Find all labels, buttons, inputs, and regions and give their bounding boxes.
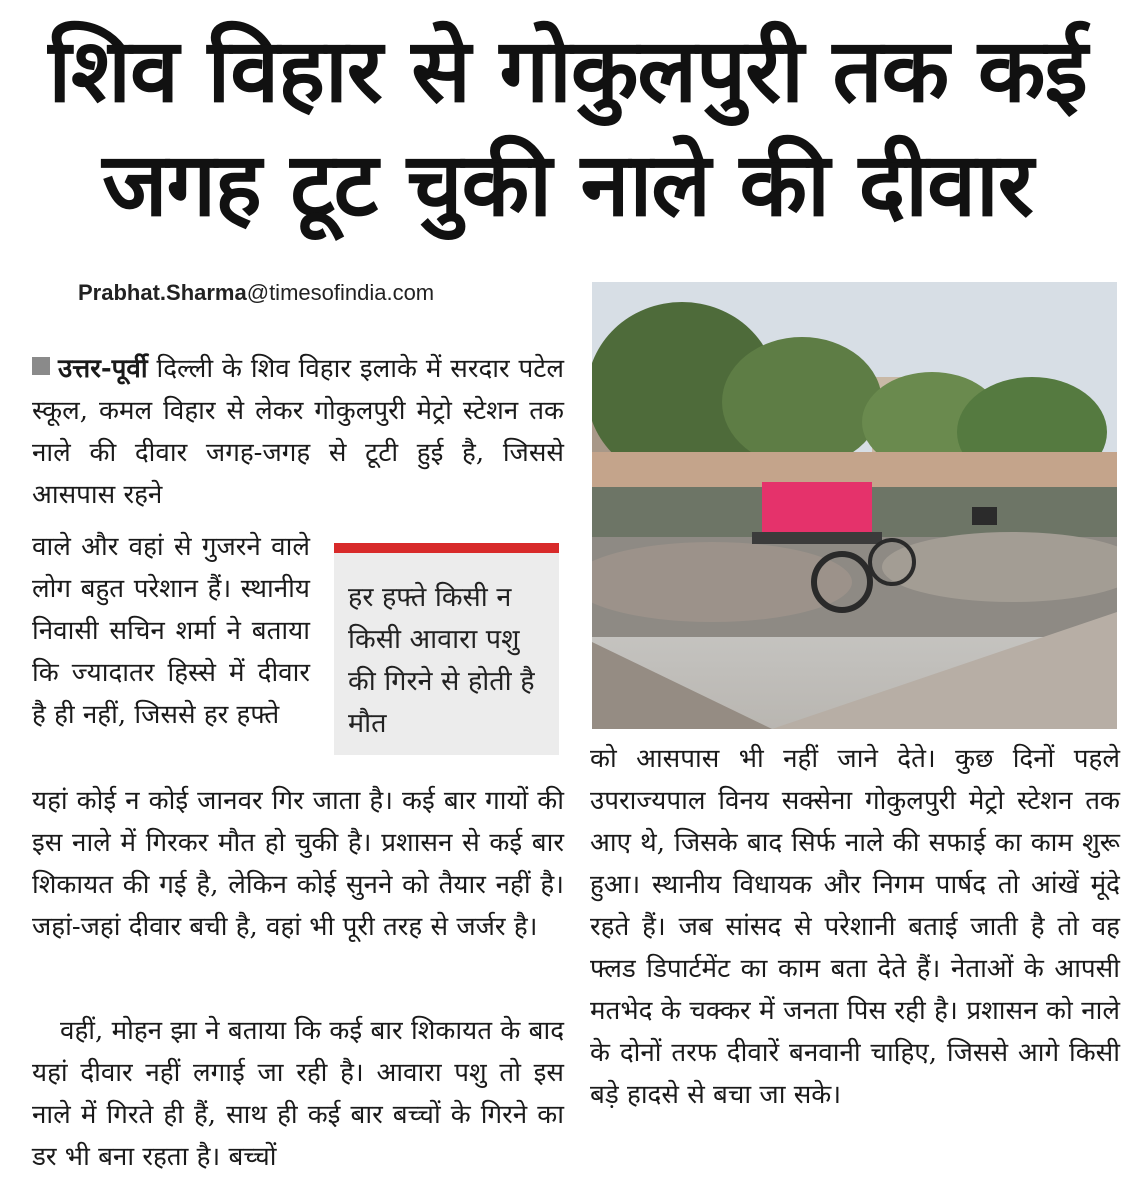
- animal: [972, 507, 997, 525]
- paragraph-5: को आसपास भी नहीं जाने देते। कुछ दिनों पहले उपराज्यपाल विनय सक्सेना गोकुलपुरी मेट्रो स्टेशन तक आए थे, जिसके बाद सिर्फ नाले की सफाई का काम शुरू हुआ। स्थानीय विधायक और निगम पार्षद तो आंखें मूंदे रहते हैं। जब सांसद से परेशानी बताई जाती है तो वह फ्लड डिपार्टमेंट का काम बता देते हैं। नेताओं के आपसी मतभेद के चक्कर में जनता पिस रही है। प्रशासन को नाले के दोनों तरफ दीवारें बनवानी चाहिए, जिससे आगे किसी बड़े हादसे से बचा जा सके।: [590, 744, 1120, 1110]
- headline-line-1: शिव विहार से गोकुलपुरी तक कई: [48, 19, 1087, 122]
- byline-domain: @timesofindia.com: [246, 280, 435, 305]
- byline: [78, 280, 434, 306]
- byline-name: Prabhat.Sharma: [78, 280, 247, 305]
- paragraph-1-text: दिल्ली के शिव विहार इलाके में सरदार पटेल स्कूल, कमल विहार से लेकर गोकुलपुरी मेट्रो स्टेशन तक नाले की दीवार जगह-जगह से टूटी हुई है, जिससे आसपास रहने: [32, 354, 565, 510]
- roadside: [592, 642, 772, 729]
- pink-cart-load: [762, 482, 872, 537]
- pull-quote-text: हर हफ्ते किसी न किसी आवारा पशु की गिरने से होती है मौत: [348, 582, 535, 739]
- paragraph-4-text: वहीं, मोहन झा ने बताया कि कई बार शिकायत के बाद यहां दीवार नहीं लगाई जा रही है। आवारा पशु तो इस नाले में गिरते ही हैं, साथ ही कई बार बच्चों के गिरने का डर भी बना रहता है। बच्चों: [32, 1016, 564, 1172]
- headline-line-2: जगह टूट चुकी नाले की दीवार: [102, 133, 1033, 236]
- paragraph-intro: [32, 348, 564, 516]
- pull-quote: [334, 543, 559, 755]
- paragraph-3: यहां कोई न कोई जानवर गिर जाता है। कई बार गायों की इस नाले में गिरकर मौत हो चुकी है। प्रशासन से कई बार शिकायत की गई है, लेकिन कोई सुनने को तैयार नहीं है। जहां-जहां दीवार बची है, वहां भी पूरी तरह से जर्जर है।: [32, 786, 564, 942]
- photo-scene: [592, 282, 1117, 729]
- lead-word: उत्तर-पूर्वी: [58, 354, 148, 384]
- paragraph-narrow: वाले और वहां से गुजरने वाले लोग बहुत परेशान हैं। स्थानीय निवासी सचिन शर्मा ने बताया कि ज्यादातर हिस्से में दीवार है ही नहीं, जिससे हर हफ्ते: [32, 532, 310, 730]
- lead-marker: [32, 357, 50, 375]
- news-photo: [592, 282, 1117, 729]
- cart-frame: [752, 532, 882, 544]
- paragraph-4: [32, 1010, 564, 1178]
- tree-mid: [722, 337, 882, 467]
- headline: [20, 14, 1115, 242]
